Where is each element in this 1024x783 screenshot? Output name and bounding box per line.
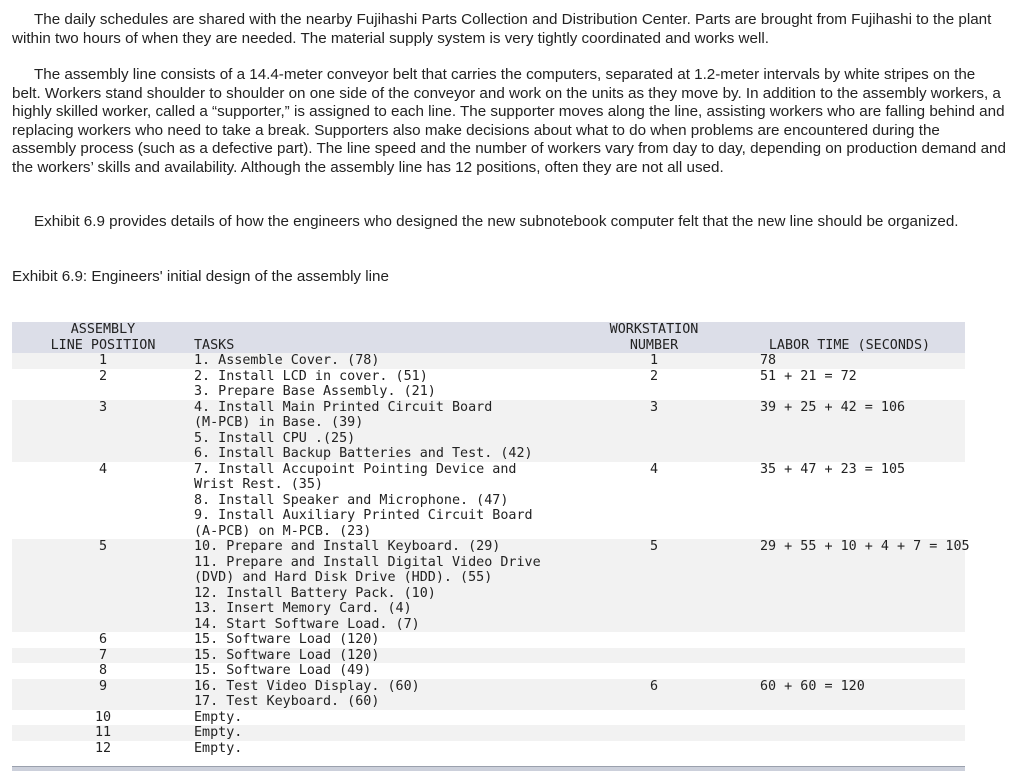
task-line: 7. Install Accupoint Pointing Device and (194, 461, 517, 477)
cell-line-position: 4 (98, 461, 108, 477)
table-row (12, 663, 965, 679)
cell-tasks (194, 353, 574, 369)
task-line: 5. Install CPU .(25) (194, 430, 356, 446)
paragraph-assembly-line: The assembly line consists of a 14.4-meter conveyor belt that carries the computers, separated at 1.2-meter intervals by white stripes on the belt. Workers stand shoulder to shoulder on one side of the conveyor and work on the units as they move by. In addition to the assembly workers, a highly skilled worker, called a “supporter,” is assigned to each line. The supporter moves along the line, assisting workers who are falling behind and replacing workers who need to take a break. Supporters also make decisions about what to do when problems are encountered during the assembly process (such as a defective part). The line speed and the number of workers vary from day to day, depending on production demand and the workers’ skills and availability. Although the assembly line has 12 positions, often they are not all used. (12, 66, 1006, 176)
task-line: 12. Install Battery Pack. (10) (194, 585, 436, 601)
task-line: 14. Start Software Load. (7) (194, 616, 420, 632)
task-line: 1. Assemble Cover. (78) (194, 353, 380, 368)
cell-workstation-number (574, 710, 734, 726)
cell-labor-time (734, 710, 965, 726)
task-line: 6. Install Backup Batteries and Test. (42) (194, 446, 533, 461)
table-row (12, 462, 965, 540)
task-line: Wrist Rest. (35) (194, 477, 323, 492)
task-line: 15. Software Load (120) (194, 647, 380, 663)
table-row (12, 648, 965, 664)
cell-workstation-number: 2 (649, 368, 659, 384)
task-line: (A-PCB) on M-PCB. (23) (194, 523, 372, 539)
cell-tasks (194, 648, 574, 664)
cell-workstation-number: 5 (649, 539, 659, 554)
exhibit-caption: Exhibit 6.9: Engineers' initial design of the assembly line (12, 268, 389, 285)
cell-line-position: 12 (94, 740, 112, 756)
cell-labor-time: 39 + 25 + 42 = 106 (760, 399, 906, 415)
cell-tasks (194, 710, 574, 726)
cell-line-position: 5 (98, 539, 108, 554)
cell-labor-time (734, 725, 965, 741)
assembly-line-table (12, 322, 970, 756)
cell-tasks (194, 400, 574, 462)
task-line: 10. Prepare and Install Keyboard. (29) (194, 539, 501, 554)
task-line: 2. Install LCD in cover. (51) (194, 368, 428, 384)
table-row (12, 539, 965, 632)
task-line: 8. Install Speaker and Microphone. (47) (194, 492, 509, 508)
cell-labor-time: 51 + 21 = 72 (760, 368, 857, 384)
cell-labor-time: 60 + 60 = 120 (760, 678, 865, 694)
header-workstation-number: WORKSTATION NUMBER (609, 322, 699, 353)
cell-labor-time: 29 + 55 + 10 + 4 + 7 = 105 (760, 539, 970, 554)
cell-line-position: 2 (98, 368, 108, 384)
cell-workstation-number (574, 725, 734, 741)
cell-labor-time (734, 741, 965, 757)
cell-labor-time (734, 648, 965, 664)
task-line: 15. Software Load (49) (194, 663, 372, 678)
task-line: 9. Install Auxiliary Printed Circuit Board (194, 508, 533, 523)
cell-tasks (194, 462, 574, 540)
cell-line-position: 1 (98, 353, 108, 368)
table-bottom-border (12, 766, 965, 771)
task-line: 17. Test Keyboard. (60) (194, 694, 380, 709)
paragraph-parts-supply: The daily schedules are shared with the nearby Fujihashi Parts Collection and Distribution Center. Parts are brought from Fujihashi to the plant within two hours of when they are needed. The material supply system is very tightly coordinated and works well. (12, 11, 992, 47)
cell-labor-time (734, 632, 965, 648)
cell-line-position: 9 (98, 678, 108, 694)
cell-labor-time (734, 663, 965, 679)
table-body (12, 353, 970, 756)
task-line: 11. Prepare and Install Digital Video Drive (194, 554, 541, 570)
table-row (12, 353, 965, 369)
table-row (12, 679, 965, 710)
cell-tasks (194, 539, 574, 632)
task-line: Empty. (194, 725, 243, 740)
cell-workstation-number: 4 (649, 461, 659, 477)
task-line: 4. Install Main Printed Circuit Board (194, 399, 493, 415)
cell-labor-time: 78 (760, 353, 777, 368)
cell-labor-time: 35 + 47 + 23 = 105 (760, 461, 906, 477)
cell-line-position: 10 (94, 709, 112, 725)
cell-workstation-number (574, 648, 734, 664)
cell-line-position: 11 (94, 725, 112, 740)
table-row (12, 369, 965, 400)
cell-workstation-number (574, 741, 734, 757)
cell-tasks (194, 741, 574, 757)
task-line: 15. Software Load (120) (194, 632, 380, 647)
task-line: Empty. (194, 740, 243, 756)
header-labor-time: LABOR TIME (SECONDS) (768, 337, 931, 353)
task-line: (DVD) and Hard Disk Drive (HDD). (55) (194, 570, 493, 585)
cell-line-position: 3 (98, 399, 108, 415)
task-line: 13. Insert Memory Card. (4) (194, 601, 412, 616)
cell-line-position: 8 (98, 663, 108, 678)
cell-tasks (194, 369, 574, 400)
table-row (12, 710, 965, 726)
header-assembly-line-position: ASSEMBLY LINE POSITION (50, 322, 156, 353)
paragraph-exhibit-intro: Exhibit 6.9 provides details of how the engineers who designed the new subnotebook computer felt that the new line should be organized. (34, 213, 959, 230)
table-header-row (12, 322, 965, 353)
cell-tasks (194, 725, 574, 741)
cell-tasks (194, 679, 574, 710)
task-line: Empty. (194, 709, 243, 725)
task-line: (M-PCB) in Base. (39) (194, 415, 364, 430)
cell-workstation-number (574, 632, 734, 648)
cell-workstation-number (574, 663, 734, 679)
task-line: 3. Prepare Base Assembly. (21) (194, 384, 436, 399)
task-line: 16. Test Video Display. (60) (194, 678, 420, 694)
cell-workstation-number: 1 (649, 353, 659, 368)
cell-line-position: 6 (98, 632, 108, 647)
table-row (12, 741, 965, 757)
cell-workstation-number: 6 (649, 678, 659, 694)
cell-workstation-number: 3 (649, 399, 659, 415)
cell-tasks (194, 632, 574, 648)
cell-tasks (194, 663, 574, 679)
table-row (12, 632, 965, 648)
table-row (12, 725, 965, 741)
table-row (12, 400, 965, 462)
header-tasks: TASKS (194, 337, 235, 353)
cell-line-position: 7 (98, 647, 108, 663)
